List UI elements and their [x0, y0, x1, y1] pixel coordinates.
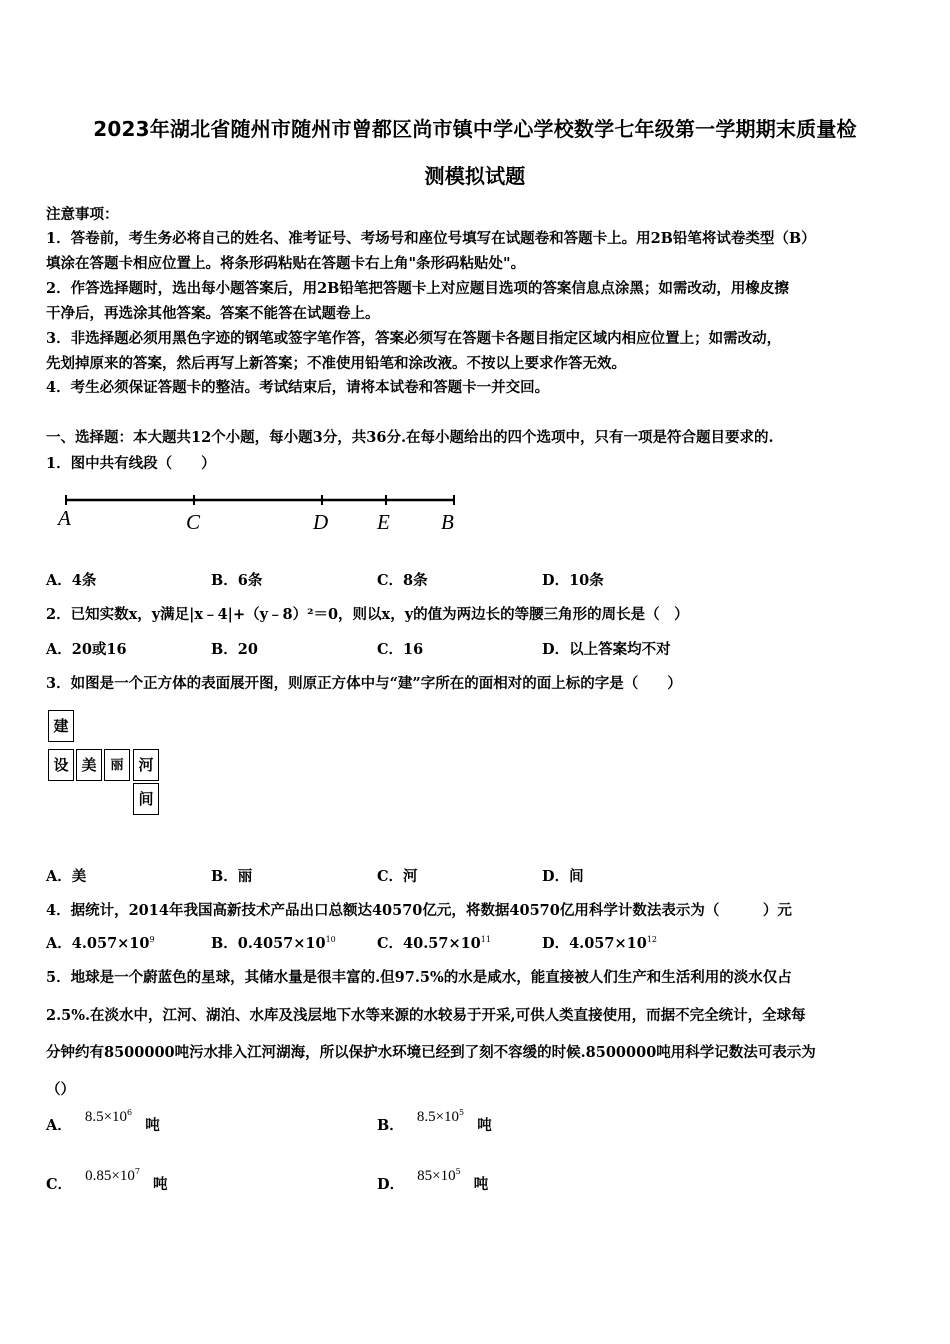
section-heading: 一、选择题：本大题共12个小题，每小题3分，共36分.在每小题给出的四个选项中，只有一项是符合题目要求的. [46, 429, 774, 446]
notice-heading: 注意事项： [46, 206, 119, 223]
cube-face-jian: 建 [48, 710, 74, 742]
q2-option-a: A．20或16 [46, 641, 127, 658]
point-label-d: D [313, 510, 329, 534]
point-label-a: A [58, 506, 71, 530]
q3-option-d: D．间 [542, 868, 584, 885]
q5-option-a: A． $8.5\times 10^6$ 吨 [46, 1108, 160, 1134]
cube-face-li: 丽 [104, 749, 130, 781]
q2-option-c: C．16 [377, 641, 424, 658]
cube-face-he: 河 [133, 749, 159, 781]
question-1-stem: 1．图中共有线段（ ） [46, 455, 216, 472]
q1-option-b: B．6条 [211, 572, 263, 589]
point-label-b: B [441, 510, 454, 534]
q4-option-a: A．$4.057\times 10^9$ [46, 935, 155, 952]
question-3-stem: 3．如图是一个正方体的表面展开图，则原正方体中与“建”字所在的面相对的面上标的字是（ ） [46, 675, 682, 692]
point-label-e: E [377, 510, 390, 534]
q3-option-a: A．美 [46, 868, 87, 885]
q1-option-d: D．10条 [542, 572, 604, 589]
q1-option-a: A．4条 [46, 572, 97, 589]
q5-option-d: D． $85\times 10^5$ 吨 [377, 1167, 489, 1193]
segment-figure [55, 490, 475, 540]
question-5-line: 分钟约有8500000吨污水排入江河湖海，所以保护水环境已经到了刻不容缓的时候.8500000吨用科学记数法可表示为 [46, 1044, 816, 1061]
cube-face-mei: 美 [76, 749, 102, 781]
q3-option-c: C．河 [377, 868, 418, 885]
q3-option-b: B．丽 [211, 868, 253, 885]
q1-option-c: C．8条 [377, 572, 428, 589]
page-title-line2: 测模拟试题 [424, 164, 526, 188]
cube-face-she: 设 [48, 749, 74, 781]
question-4-stem: 4．据统计，2014年我国高新技术产品出口总额达40570亿元，将数据40570亿用科学计数法表示为（ ）元 [46, 902, 792, 919]
q4-option-b: B．$0.4057\times 10^{10}$ [211, 935, 336, 952]
question-5-line: 5．地球是一个蔚蓝色的星球，其储水量是很丰富的.但97.5%的水是咸水，能直接被人们生产和生活利用的淡水仅占 [46, 969, 792, 986]
page-title: 2023年湖北省随州市随州市曾都区尚市镇中学心学校数学七年级第一学期期末质量检 [93, 117, 857, 141]
notice-line: 填涂在答题卡相应位置上。将条形码粘贴在答题卡右上角"条形码粘贴处"。 [46, 255, 526, 272]
q4-option-c: C．$40.57\times 10^{11}$ [377, 935, 491, 952]
q5-option-b: B． $8.5\times 10^5$ 吨 [377, 1108, 492, 1134]
notice-line: 4．考生必须保证答题卡的整洁。考试结束后，请将本试卷和答题卡一并交回。 [46, 379, 550, 396]
question-2-stem: 2．已知实数x，y满足|x﹣4|+（y﹣8）²＝0，则以x，y的值为两边长的等腰三角形的周长是（ ） [46, 606, 689, 623]
q5-option-c: C． $0.85\times 10^7$ 吨 [46, 1167, 168, 1193]
notice-line: 3．非选择题必须用黑色字迹的钢笔或签字笔作答，答案必须写在答题卡各题目指定区域内相应位置上；如需改动， [46, 330, 782, 347]
cube-net [48, 710, 168, 822]
question-5-line: （） [46, 1081, 75, 1098]
notice-line: 先划掉原来的答案，然后再写上新答案；不准使用铅笔和涂改液。不按以上要求作答无效。 [46, 355, 626, 372]
q2-option-d: D．以上答案均不对 [542, 641, 671, 658]
q2-option-b: B．20 [211, 641, 258, 658]
q4-option-d: D．$4.057\times 10^{12}$ [542, 935, 657, 952]
segment-line [55, 490, 475, 510]
cube-face-jian2: 间 [133, 783, 159, 815]
notice-line: 1．答卷前，考生务必将自己的姓名、准考证号、考场号和座位号填写在试题卷和答题卡上。用2B铅笔将试卷类型（B） [46, 230, 816, 247]
notice-line: 干净后，再选涂其他答案。答案不能答在试题卷上。 [46, 305, 380, 322]
question-5-line: 2.5%.在淡水中，江河、湖泊、水库及浅层地下水等来源的水较易于开采,可供人类直接使用，而据不完全统计，全球每 [46, 1007, 806, 1024]
notice-line: 2．作答选择题时，选出每小题答案后，用2B铅笔把答题卡上对应题目选项的答案信息点涂黑；如需改动，用橡皮擦 [46, 280, 789, 297]
point-label-c: C [186, 510, 201, 534]
